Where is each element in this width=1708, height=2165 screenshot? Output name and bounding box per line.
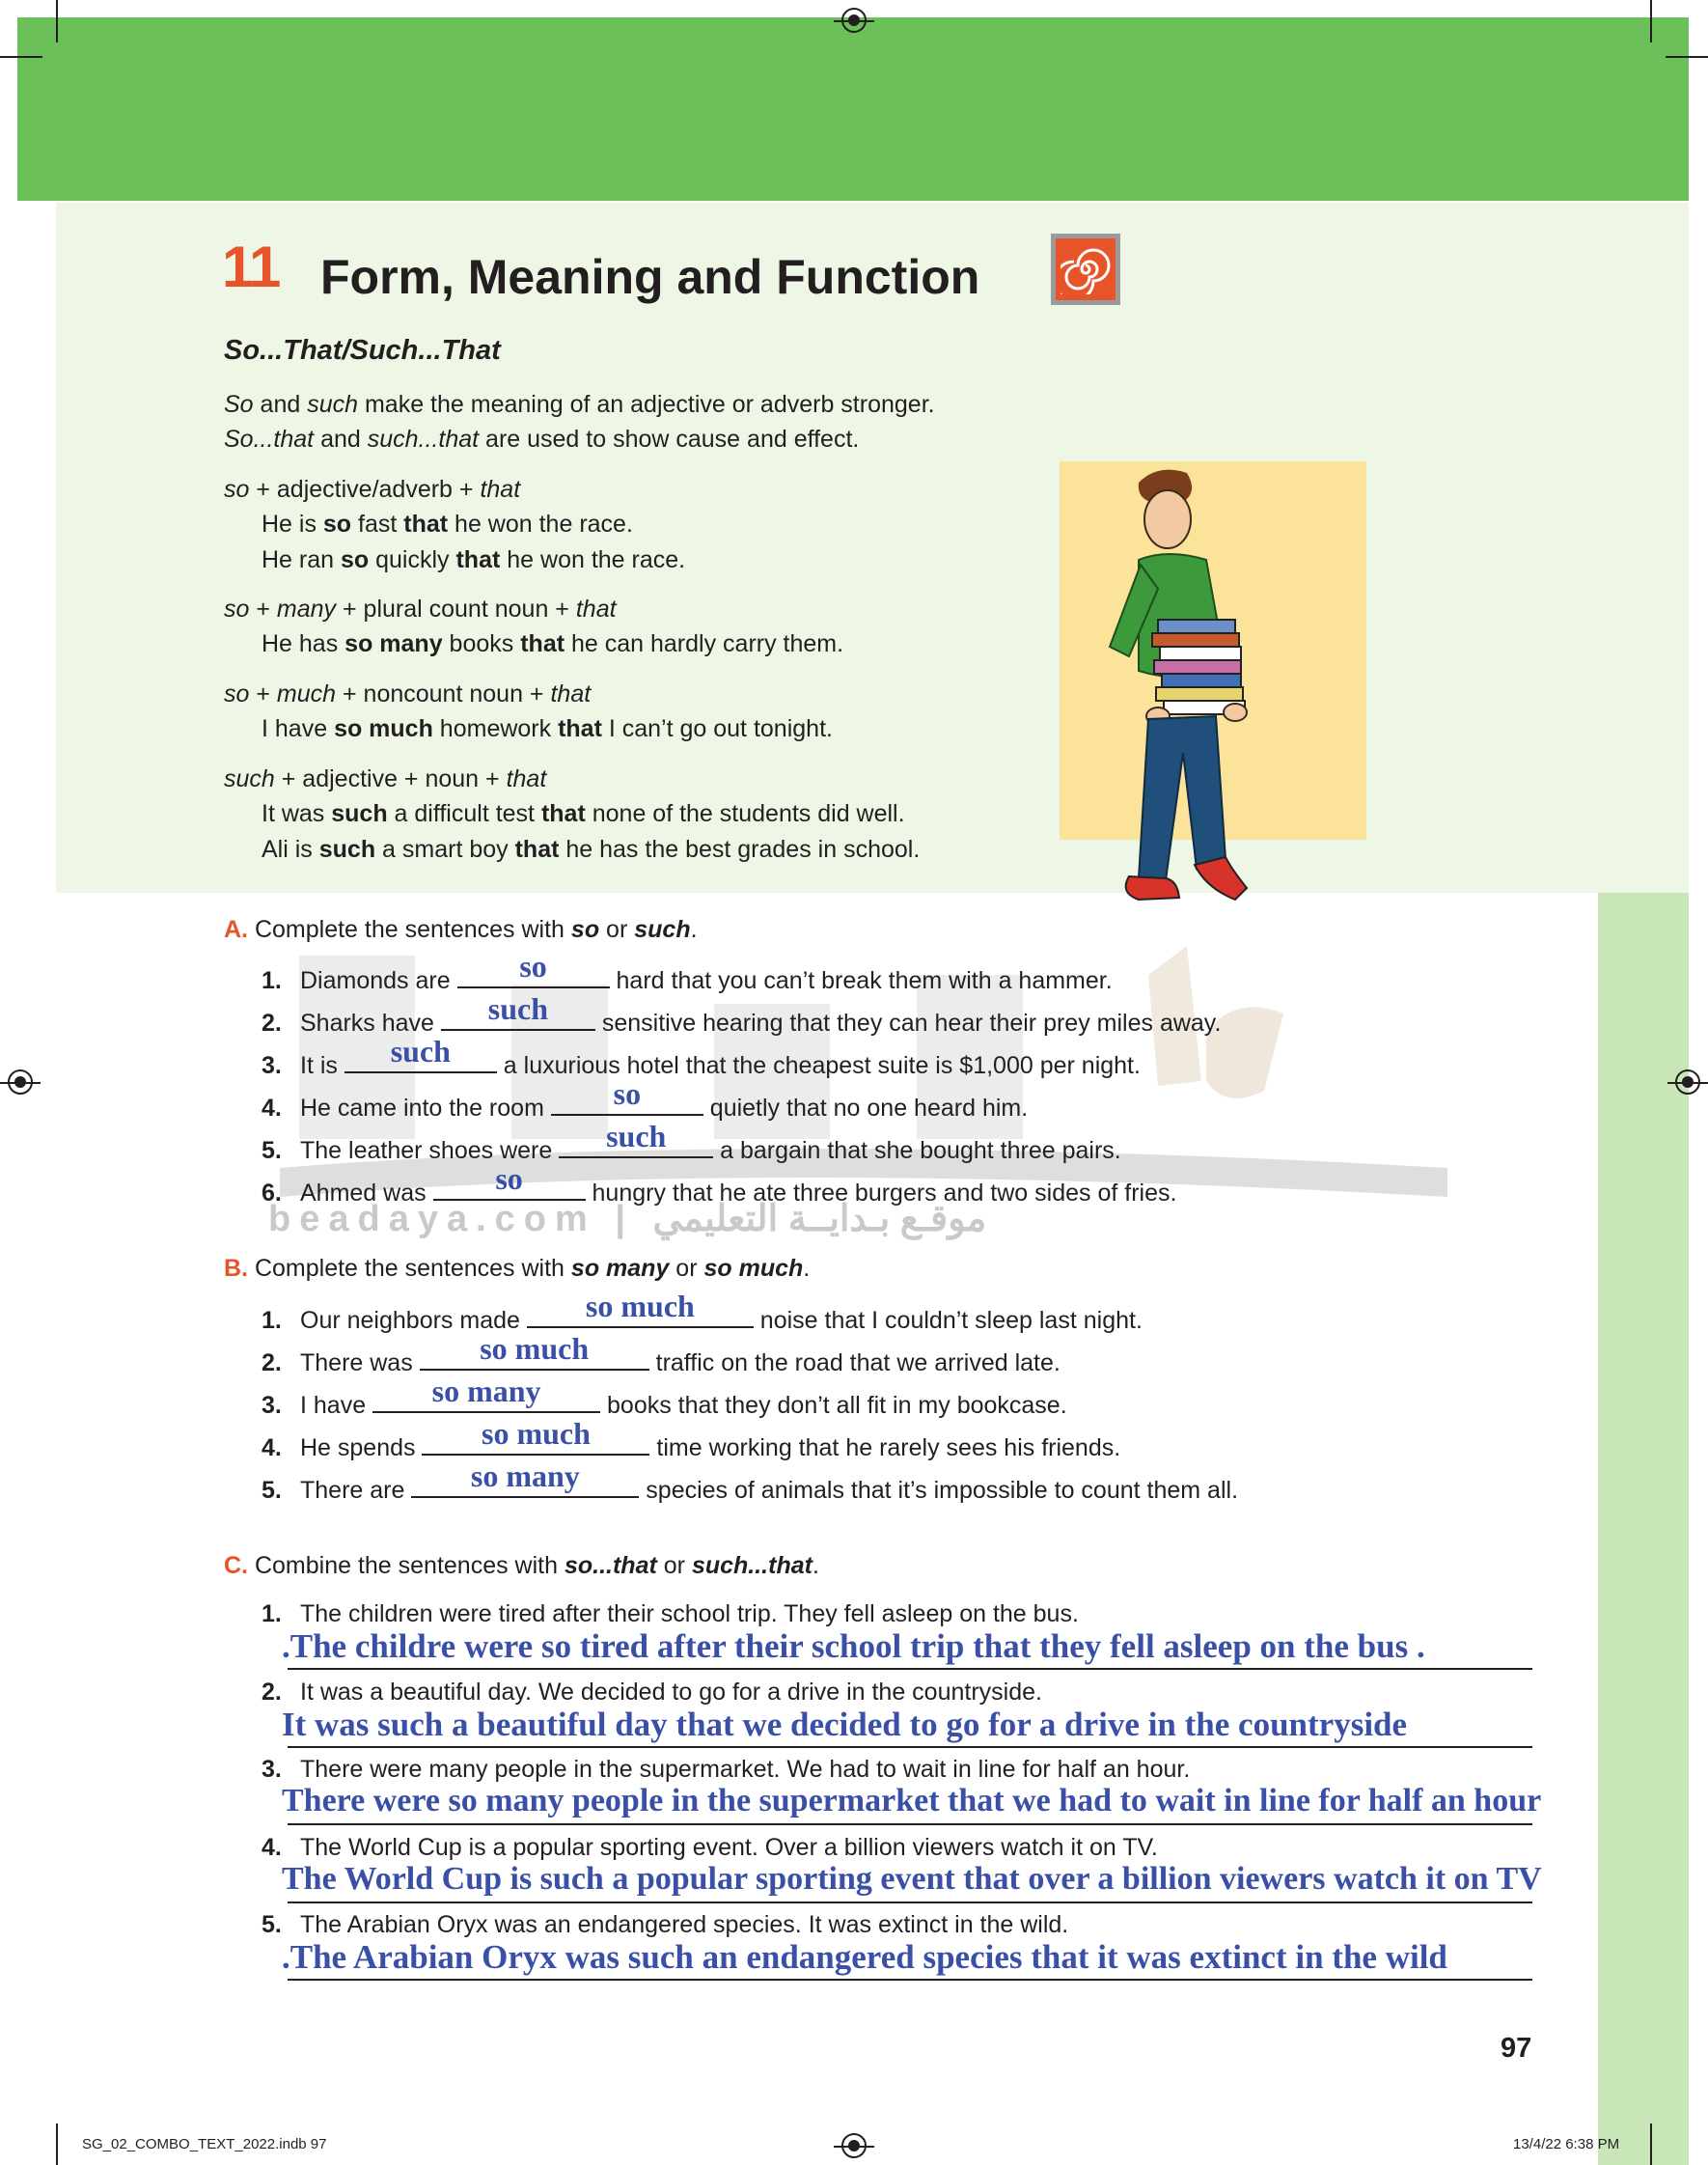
- sentence-end: hard that you can’t break them with a hammer.: [609, 967, 1113, 994]
- handwritten-answer: The World Cup is such a popular sporting event that over a billion viewers watch it on TV: [282, 1860, 1542, 1897]
- answer-blank[interactable]: [551, 1076, 703, 1116]
- item-number: 2.: [262, 1678, 282, 1706]
- answer-blank[interactable]: [372, 1374, 600, 1413]
- sentence-start: I have: [300, 1392, 373, 1419]
- audio-swirl-icon[interactable]: [1051, 234, 1120, 305]
- answer-blank[interactable]: [559, 1119, 713, 1158]
- item-number: 4.: [262, 1434, 282, 1461]
- item-number: 3.: [262, 1756, 282, 1783]
- exercise-item: [262, 1416, 1121, 1462]
- handwritten-answer: .The Arabian Oryx was such an endangered species that it was extinct in the wild: [282, 1938, 1447, 1976]
- grammar-rule: so + much + noncount noun + that: [224, 680, 592, 708]
- handwritten-answer: so: [495, 1161, 523, 1196]
- answer-blank[interactable]: [441, 991, 595, 1031]
- handwritten-answer: so many: [470, 1458, 580, 1493]
- exercise-item: [262, 1374, 1067, 1420]
- handwritten-answer: such: [390, 1034, 451, 1069]
- boy-carrying-books-illustration: [1090, 463, 1283, 941]
- grammar-rule: so + many + plural count noun + that: [224, 596, 617, 623]
- handwritten-answer: so many: [431, 1374, 541, 1408]
- grammar-intro-1: So and such make the meaning of an adjective or adverb stronger.: [224, 391, 935, 418]
- footer-file-name: SG_02_COMBO_TEXT_2022.indb 97: [82, 2136, 327, 2152]
- exercise-prompt: There were many people in the supermarket. We had to wait in line for half an hour.: [300, 1756, 1191, 1783]
- handwritten-answer: There were so many people in the supermarket that we had to wait in line for half an hour: [282, 1783, 1542, 1818]
- answer-blank[interactable]: [422, 1416, 649, 1456]
- crop-mark: [1650, 2123, 1652, 2165]
- sentence-end: a bargain that she bought three pairs.: [713, 1137, 1121, 1164]
- grammar-rule: so + adjective/adverb + that: [224, 476, 521, 503]
- registration-mark-icon: [8, 1069, 33, 1095]
- answer-blank[interactable]: [433, 1161, 586, 1201]
- crop-mark: [56, 0, 58, 42]
- sentence-start: The leather shoes were: [300, 1137, 560, 1164]
- grammar-subtitle: So...That/Such...That: [224, 335, 501, 366]
- handwritten-answer: such: [487, 991, 549, 1026]
- section-a-instruction: A. Complete the sentences with so or such.: [224, 916, 698, 943]
- handwritten-answer: so: [613, 1076, 642, 1111]
- exercise-prompt: The Arabian Oryx was an endangered species. It was extinct in the wild.: [300, 1911, 1069, 1938]
- lesson-title: Form, Meaning and Function: [320, 250, 980, 304]
- handwritten-answer: so much: [482, 1416, 591, 1451]
- answer-line[interactable]: [288, 1823, 1532, 1825]
- exercise-item: [262, 1161, 1177, 1207]
- answer-line[interactable]: [288, 1901, 1532, 1903]
- item-number: 1.: [262, 1307, 282, 1334]
- item-number: 5.: [262, 1911, 282, 1938]
- item-number: 2.: [262, 1349, 282, 1376]
- answer-blank[interactable]: [411, 1458, 639, 1498]
- grammar-example: It was such a difficult test that none of the students did well.: [262, 800, 905, 827]
- exercise-item: [262, 1458, 1239, 1505]
- exercise-item: [262, 1679, 1042, 1707]
- grammar-example: Ali is such a smart boy that he has the best grades in school.: [262, 836, 921, 863]
- page-number: 97: [1501, 2033, 1532, 2064]
- section-c-instruction: C. Combine the sentences with so...that or such...that.: [224, 1552, 819, 1579]
- item-number: 2.: [262, 1010, 282, 1037]
- answer-line[interactable]: [288, 1979, 1532, 1981]
- answer-blank[interactable]: [527, 1289, 754, 1328]
- sentence-start: Ahmed was: [300, 1180, 433, 1207]
- sentence-end: sensitive hearing that they can hear their prey miles away.: [594, 1010, 1222, 1037]
- section-b-instruction: B. Complete the sentences with so many or so much.: [224, 1255, 811, 1282]
- crop-mark: [0, 56, 42, 58]
- crop-mark: [1650, 0, 1652, 42]
- crop-mark: [56, 2123, 58, 2165]
- item-number: 3.: [262, 1392, 282, 1419]
- answer-blank[interactable]: [457, 949, 610, 988]
- answer-line[interactable]: [288, 1668, 1532, 1670]
- item-number: 1.: [262, 1600, 282, 1627]
- item-number: 3.: [262, 1052, 282, 1079]
- item-number: 1.: [262, 967, 282, 994]
- item-number: 4.: [262, 1095, 282, 1122]
- sentence-start: Our neighbors made: [300, 1307, 527, 1334]
- watermark-text: beadaya.com | موقـع بـدايــة التعليمي: [268, 1199, 987, 1239]
- sentence-end: species of animals that it’s impossible to count them all.: [639, 1477, 1239, 1504]
- grammar-example: He ran so quickly that he won the race.: [262, 546, 686, 573]
- grammar-example: He has so many books that he can hardly carry them.: [262, 630, 844, 657]
- sentence-end: books that they don’t all fit in my bookcase.: [600, 1392, 1067, 1419]
- grammar-intro-2: So...that and such...that are used to show cause and effect.: [224, 426, 860, 453]
- sentence-end: time working that he rarely sees his friends.: [649, 1434, 1121, 1461]
- item-number: 6.: [262, 1180, 282, 1207]
- sentence-start: Diamonds are: [300, 967, 457, 994]
- handwritten-answer: so much: [480, 1331, 590, 1366]
- item-number: 5.: [262, 1137, 282, 1164]
- sentence-end: noise that I couldn’t sleep last night.: [753, 1307, 1143, 1334]
- exercise-item: [262, 1289, 1143, 1335]
- exercise-item: [262, 1600, 1079, 1628]
- exercise-prompt: The children were tired after their school trip. They fell asleep on the bus.: [300, 1600, 1079, 1627]
- handwritten-answer: .The childre were so tired after their school trip that they fell asleep on the bus .: [282, 1627, 1425, 1665]
- sentence-end: a luxurious hotel that the cheapest suite is $1,000 per night.: [496, 1052, 1141, 1079]
- exercise-item: [262, 1911, 1068, 1939]
- top-green-band: [17, 17, 1689, 201]
- sentence-start: He came into the room: [300, 1095, 551, 1122]
- handwritten-answer: such: [606, 1119, 667, 1153]
- grammar-example: He is so fast that he won the race.: [262, 511, 633, 538]
- sentence-end: quietly that no one heard him.: [702, 1095, 1029, 1122]
- sentence-start: It is: [300, 1052, 344, 1079]
- answer-blank[interactable]: [344, 1034, 497, 1073]
- sentence-start: There are: [300, 1477, 412, 1504]
- sentence-end: hungry that he ate three burgers and two sides of fries.: [585, 1180, 1177, 1207]
- sentence-end: traffic on the road that we arrived late.: [648, 1349, 1061, 1376]
- exercise-prompt: The World Cup is a popular sporting event. Over a billion viewers watch it on TV.: [300, 1833, 1158, 1861]
- lesson-number: 11: [222, 235, 280, 299]
- grammar-example: I have so much homework that I can’t go out tonight.: [262, 715, 833, 742]
- crop-mark: [1666, 56, 1708, 58]
- footer-date: 13/4/22 6:38 PM: [1513, 2136, 1620, 2152]
- grammar-rule: such + adjective + noun + that: [224, 765, 547, 792]
- sentence-start: Sharks have: [300, 1010, 441, 1037]
- exercise-item: [262, 949, 1113, 995]
- answer-blank[interactable]: [420, 1331, 649, 1371]
- sentence-start: There was: [300, 1349, 420, 1376]
- registration-mark-icon: [841, 2133, 867, 2158]
- handwritten-answer: so: [519, 949, 547, 984]
- registration-mark-icon: [1675, 1069, 1700, 1095]
- item-number: 4.: [262, 1833, 282, 1861]
- exercise-prompt: It was a beautiful day. We decided to go for a drive in the countryside.: [300, 1678, 1042, 1706]
- exercise-item: [262, 1119, 1121, 1165]
- answer-line[interactable]: [288, 1746, 1532, 1748]
- sentence-start: He spends: [300, 1434, 423, 1461]
- handwritten-answer: so much: [585, 1289, 695, 1323]
- exercise-item: [262, 1834, 1158, 1862]
- exercise-item: [262, 1756, 1190, 1784]
- registration-mark-icon: [841, 8, 867, 33]
- item-number: 5.: [262, 1477, 282, 1504]
- handwritten-answer: It was such a beautiful day that we decided to go for a drive in the countryside: [282, 1705, 1408, 1743]
